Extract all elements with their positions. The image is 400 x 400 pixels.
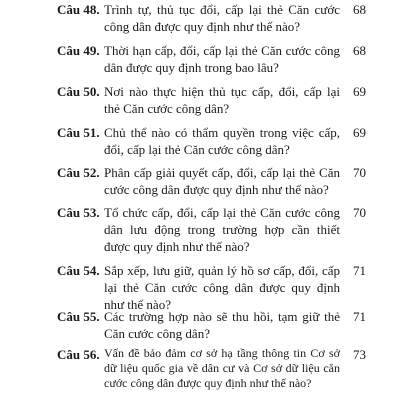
- question-title: Chủ thể nào có thẩm quyền trong việc cấp, đổi, cấp lại thẻ Căn cước công dân?: [104, 125, 340, 157]
- question-label: Câu 49.: [57, 43, 100, 58]
- question-label: Câu 48.: [57, 2, 100, 17]
- question-title: Sắp xếp, lưu giữ, quản lý hồ sơ cấp, đổi, cấp lại thẻ Căn cước công dân được quy định như thế nào?: [104, 263, 340, 312]
- question-title: Trình tự, thủ tục đổi, cấp lại thẻ Căn cước công dân được quy định như thế nào?: [104, 2, 340, 34]
- question-label: Câu 52.: [57, 165, 100, 180]
- page-number: 70: [353, 205, 366, 220]
- question-title: Vấn đề bảo đảm cơ sở hạ tầng thông tin Cơ sở dữ liệu quốc gia về dân cư và Cơ sở dữ liệu căn cước công dân được quy định như thế nào?: [104, 346, 340, 390]
- question-title: Phân cấp giải quyết cấp, đổi, cấp lại thẻ Căn cước công dân được quy định như thế nào?: [104, 165, 340, 197]
- page-number: 73: [353, 347, 366, 362]
- page-number: 71: [353, 309, 366, 324]
- question-label: Câu 55.: [57, 309, 100, 324]
- question-label: Câu 51.: [57, 125, 100, 140]
- page-number: 69: [353, 84, 366, 99]
- page-number: 68: [353, 43, 366, 58]
- page-number: 71: [353, 263, 366, 278]
- question-label: Câu 53.: [57, 205, 100, 220]
- page-number: 70: [353, 165, 366, 180]
- page-number: 68: [353, 2, 366, 17]
- question-label: Câu 56.: [57, 347, 100, 362]
- question-title: Nơi nào thực hiện thủ tục cấp, đổi, cấp lại thẻ Căn cước công dân?: [104, 84, 340, 116]
- question-title: Các trường hợp nào sẽ thu hồi, tạm giữ thẻ Căn cước công dân?: [104, 309, 340, 341]
- page-number: 69: [353, 125, 366, 140]
- question-title: Thời hạn cấp, đổi, cấp lại thẻ Căn cước công dân được quy định trong bao lâu?: [104, 43, 340, 75]
- question-label: Câu 54.: [57, 263, 100, 278]
- question-label: Câu 50.: [57, 84, 100, 99]
- question-title: Tổ chức cấp, đổi, cấp lại thẻ Căn cước công dân lưu động trong trường hợp cần thiết được quy định như thế nào?: [104, 205, 340, 254]
